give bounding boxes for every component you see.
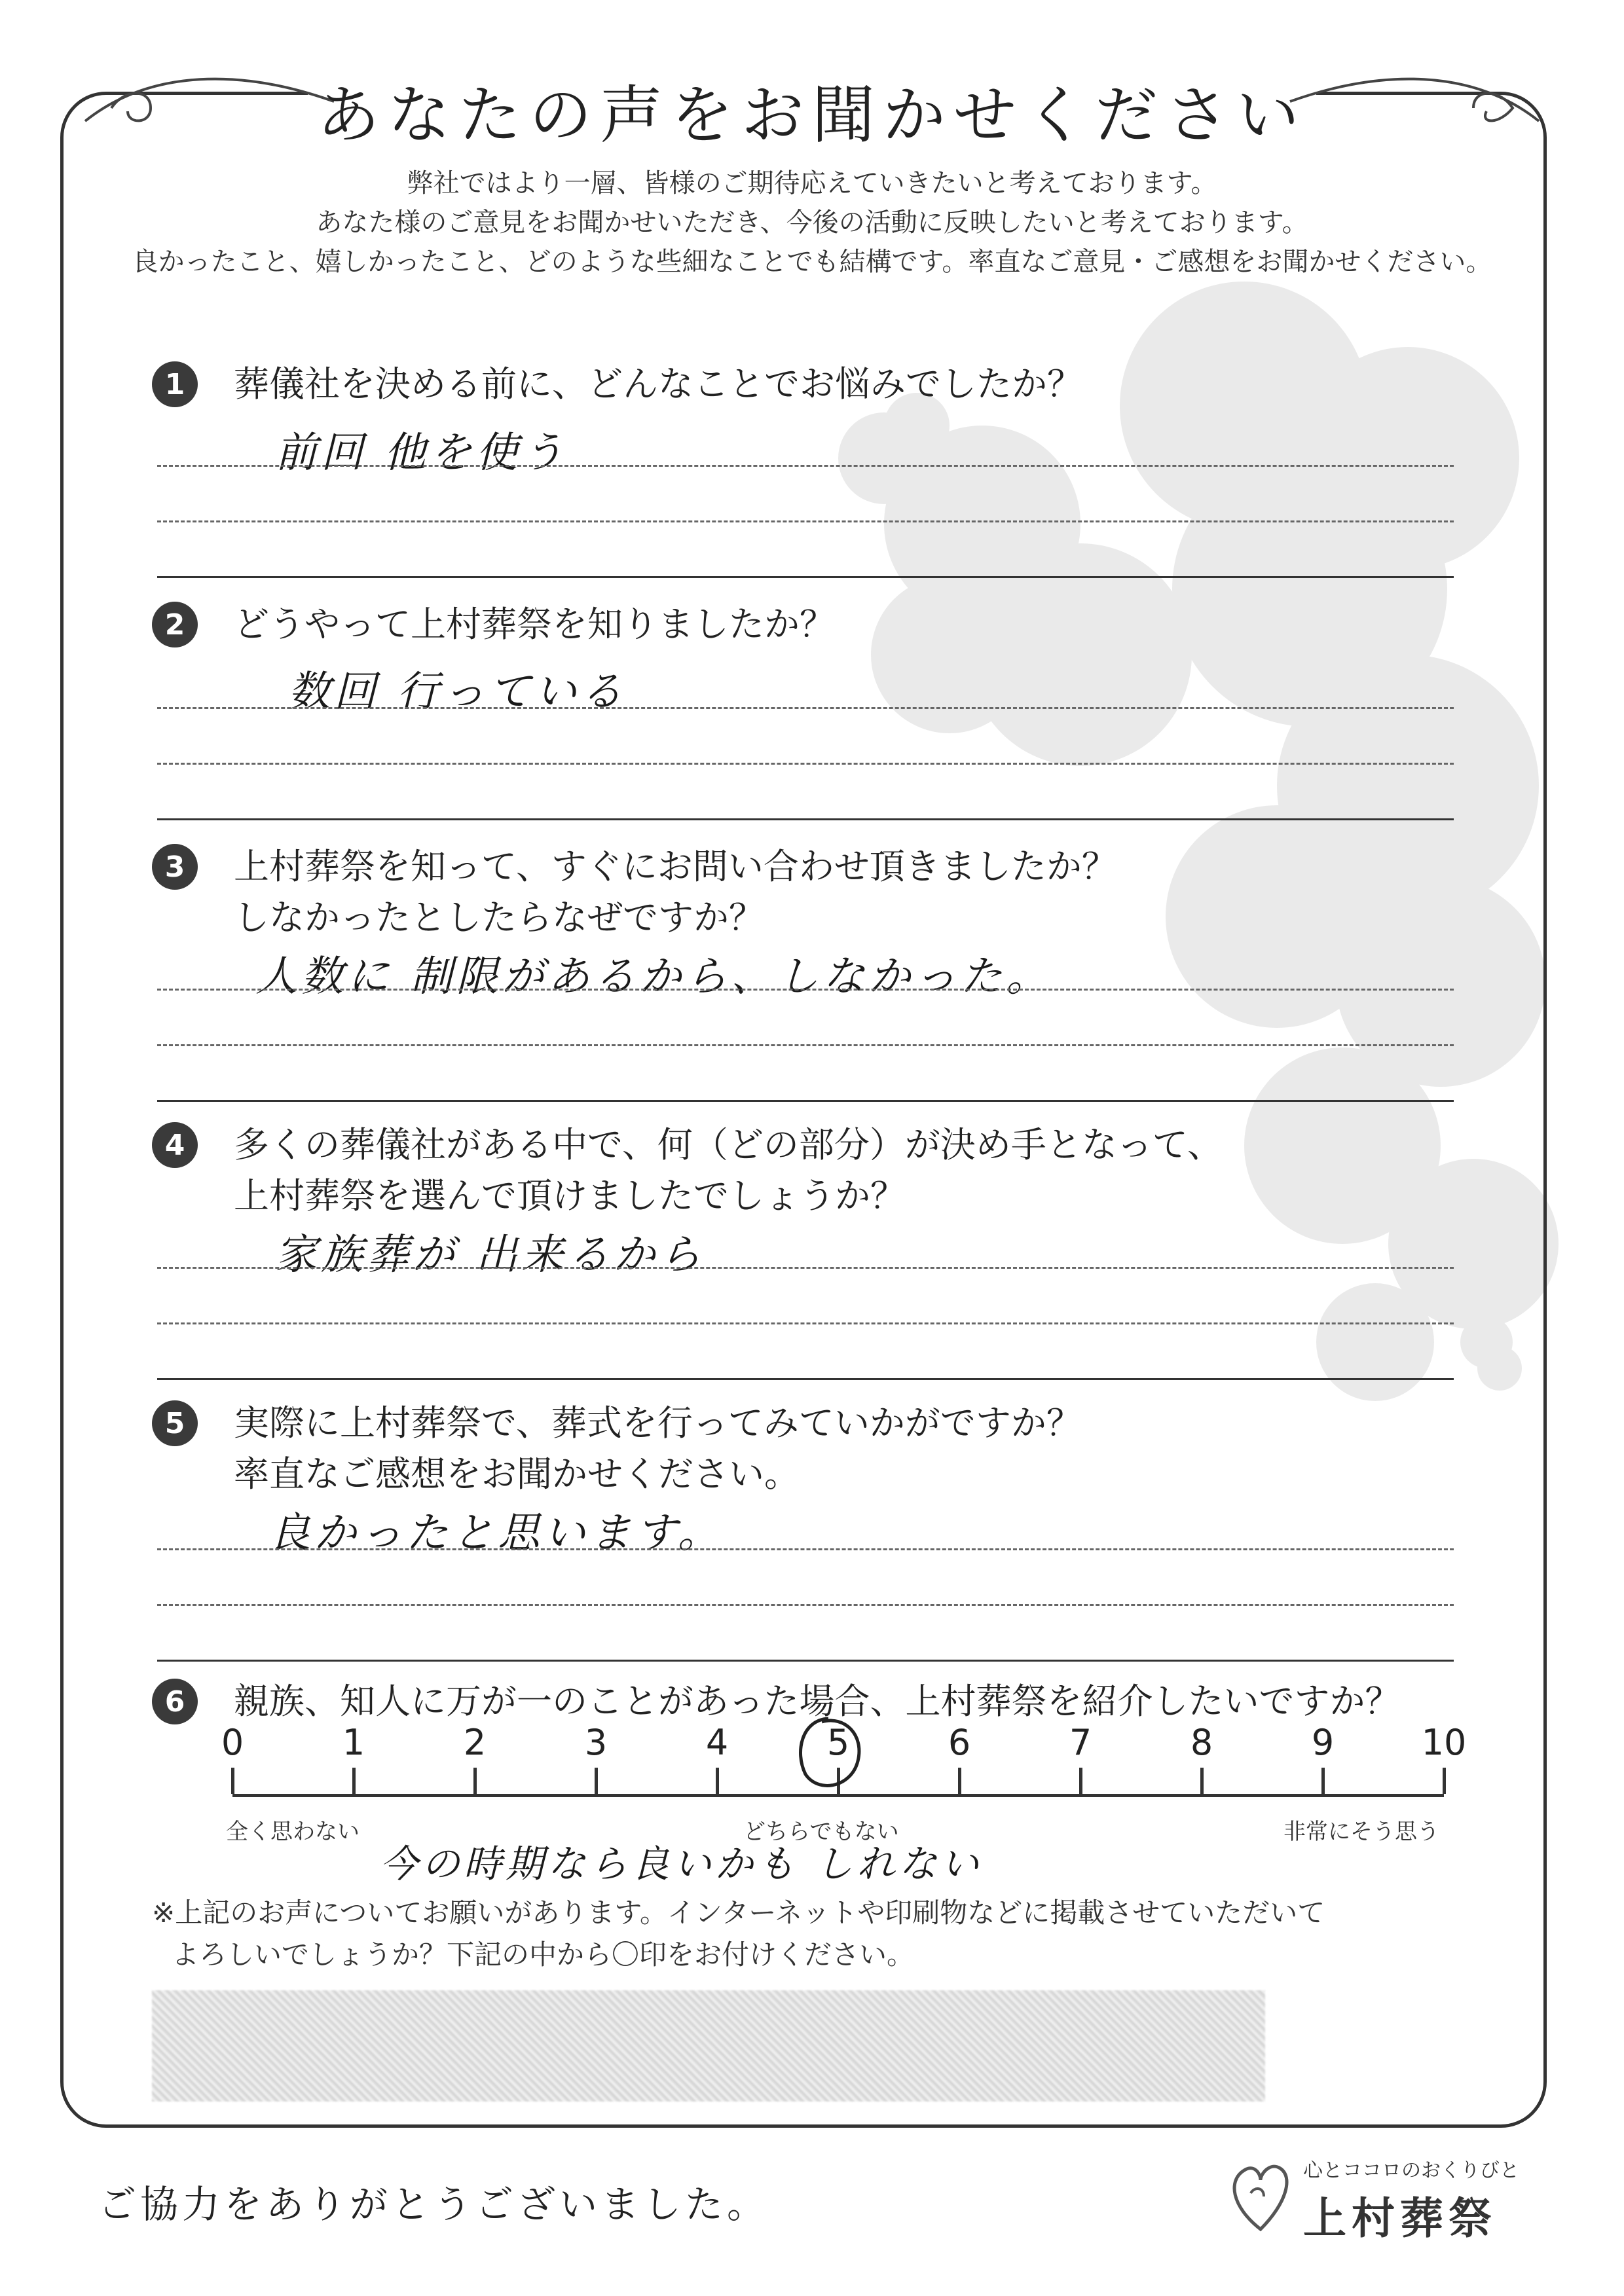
note-line: ※上記のお声についてお願いがあります。インターネットや印刷物などに掲載させていただいて (152, 1897, 1325, 1929)
section-divider (157, 1378, 1454, 1380)
logo-tagline: 心とココロのおくりびと (1303, 2159, 1519, 2182)
heart-logo-icon (1225, 2154, 1297, 2239)
answer-handwriting: 家族葬が 出来るから (275, 1231, 705, 1279)
thank-you-text: ご協力をありがとうございました。 (98, 2182, 769, 2227)
section-divider (157, 1100, 1454, 1102)
scale-label-mid: どちらでもない (743, 1819, 899, 1845)
intro-line: 良かったこと、嬉しかったこと、どのような些細なことでも結構です。率直なご意見・ご感想をお聞かせください。 (132, 247, 1492, 277)
consent-note (152, 1892, 1325, 1976)
intro-text (0, 164, 1624, 282)
answer-line (157, 989, 1454, 991)
intro-line: 弊社ではより一層、皆様のご期待応えていきたいと考えております。 (407, 168, 1217, 198)
answer-line (157, 1604, 1454, 1606)
question-number-badge: 2 (152, 602, 198, 647)
selected-circle-mark (789, 1712, 868, 1797)
question-text (234, 359, 1082, 410)
question-line: 実際に上村葬祭で、葬式を行ってみていかがですか？ (234, 1402, 1082, 1444)
scale-label-low: 全く思わない (226, 1819, 360, 1845)
question-line: どうやって上村葬祭を知りましたか？ (234, 604, 835, 645)
scale-tick (1200, 1768, 1204, 1794)
answer-line (157, 763, 1454, 765)
note-line: よろしいでしょうか？下記の中から〇印をお付けください。 (172, 1939, 915, 1971)
section-divider (157, 1660, 1454, 1662)
answer-handwriting: 前回 他を使う (275, 429, 568, 477)
question-text (234, 599, 835, 650)
scale-tick (231, 1768, 234, 1794)
logo-name: 上村葬祭 (1303, 2193, 1497, 2244)
question-line: 上村葬祭を選んで頂けましたでしょうか？ (234, 1175, 906, 1216)
question-line: 葬儀社を決める前に、どんなことでお悩みでしたか？ (234, 363, 1082, 405)
question-number-badge: 1 (152, 361, 198, 407)
answer-line (157, 1322, 1454, 1324)
question-line: 率直なご感想をお聞かせください。 (234, 1453, 800, 1495)
answer-line (157, 1044, 1454, 1046)
answer-handwriting: 人数に 制限があるから、しなかった。 (255, 953, 1052, 1001)
question-line: 上村葬祭を知って、すぐにお問い合わせ頂きましたか？ (234, 846, 1117, 887)
answer-handwriting: 良かったと思います。 (268, 1509, 724, 1558)
answer-line (157, 707, 1454, 709)
question-number-badge: 6 (152, 1679, 198, 1724)
section-divider (157, 576, 1454, 578)
scale-number: 4 (705, 1722, 729, 1763)
answer-handwriting: 今の時期なら良いかも しれない (380, 1842, 983, 1886)
intro-line: あなた様のご意見をお聞かせいただき、今後の活動に反映したいと考えております。 (316, 208, 1308, 238)
question-number-badge: 4 (152, 1122, 198, 1168)
redacted-area (152, 1990, 1265, 2102)
answer-line (157, 465, 1454, 467)
scale-number: 2 (463, 1722, 487, 1763)
question-text (234, 1120, 1223, 1222)
scale-label-high: 非常にそう思う (1283, 1819, 1439, 1845)
scale-number: 10 (1421, 1722, 1467, 1763)
scale-tick (473, 1768, 477, 1794)
question-text (234, 1398, 1082, 1500)
scale-tick (595, 1768, 598, 1794)
scale-number: 9 (1311, 1722, 1335, 1763)
answer-line (157, 1548, 1454, 1550)
answer-line (157, 520, 1454, 522)
scale-tick (1079, 1768, 1082, 1794)
scale-number: 1 (342, 1722, 365, 1763)
scale-number: 8 (1190, 1722, 1213, 1763)
scale-tick (1443, 1768, 1446, 1794)
scale-number: 0 (221, 1722, 244, 1763)
scale-number: 3 (584, 1722, 608, 1763)
scale-number: 5 (826, 1722, 850, 1763)
scale-number: 6 (948, 1722, 971, 1763)
question-number-badge: 3 (152, 844, 198, 890)
answer-line (157, 1267, 1454, 1269)
question-line: 多くの葬儀社がある中で、何（どの部分）が決め手となって、 (234, 1124, 1223, 1165)
section-divider (157, 818, 1454, 820)
question-line: しなかったとしたらなぜですか？ (234, 897, 764, 938)
answer-handwriting: 数回 行っている (288, 668, 627, 716)
question-text (234, 841, 1117, 943)
scale-tick (352, 1768, 356, 1794)
scale-number: 7 (1069, 1722, 1092, 1763)
question-number-badge: 5 (152, 1400, 198, 1446)
question-line: 親族、知人に万が一のことがあった場合、上村葬祭を紹介したいですか？ (234, 1681, 1401, 1722)
page-title: あなたの声をお聞かせください (317, 79, 1307, 152)
scale-tick (1321, 1768, 1325, 1794)
scale-tick (958, 1768, 961, 1794)
scale-tick (716, 1768, 719, 1794)
